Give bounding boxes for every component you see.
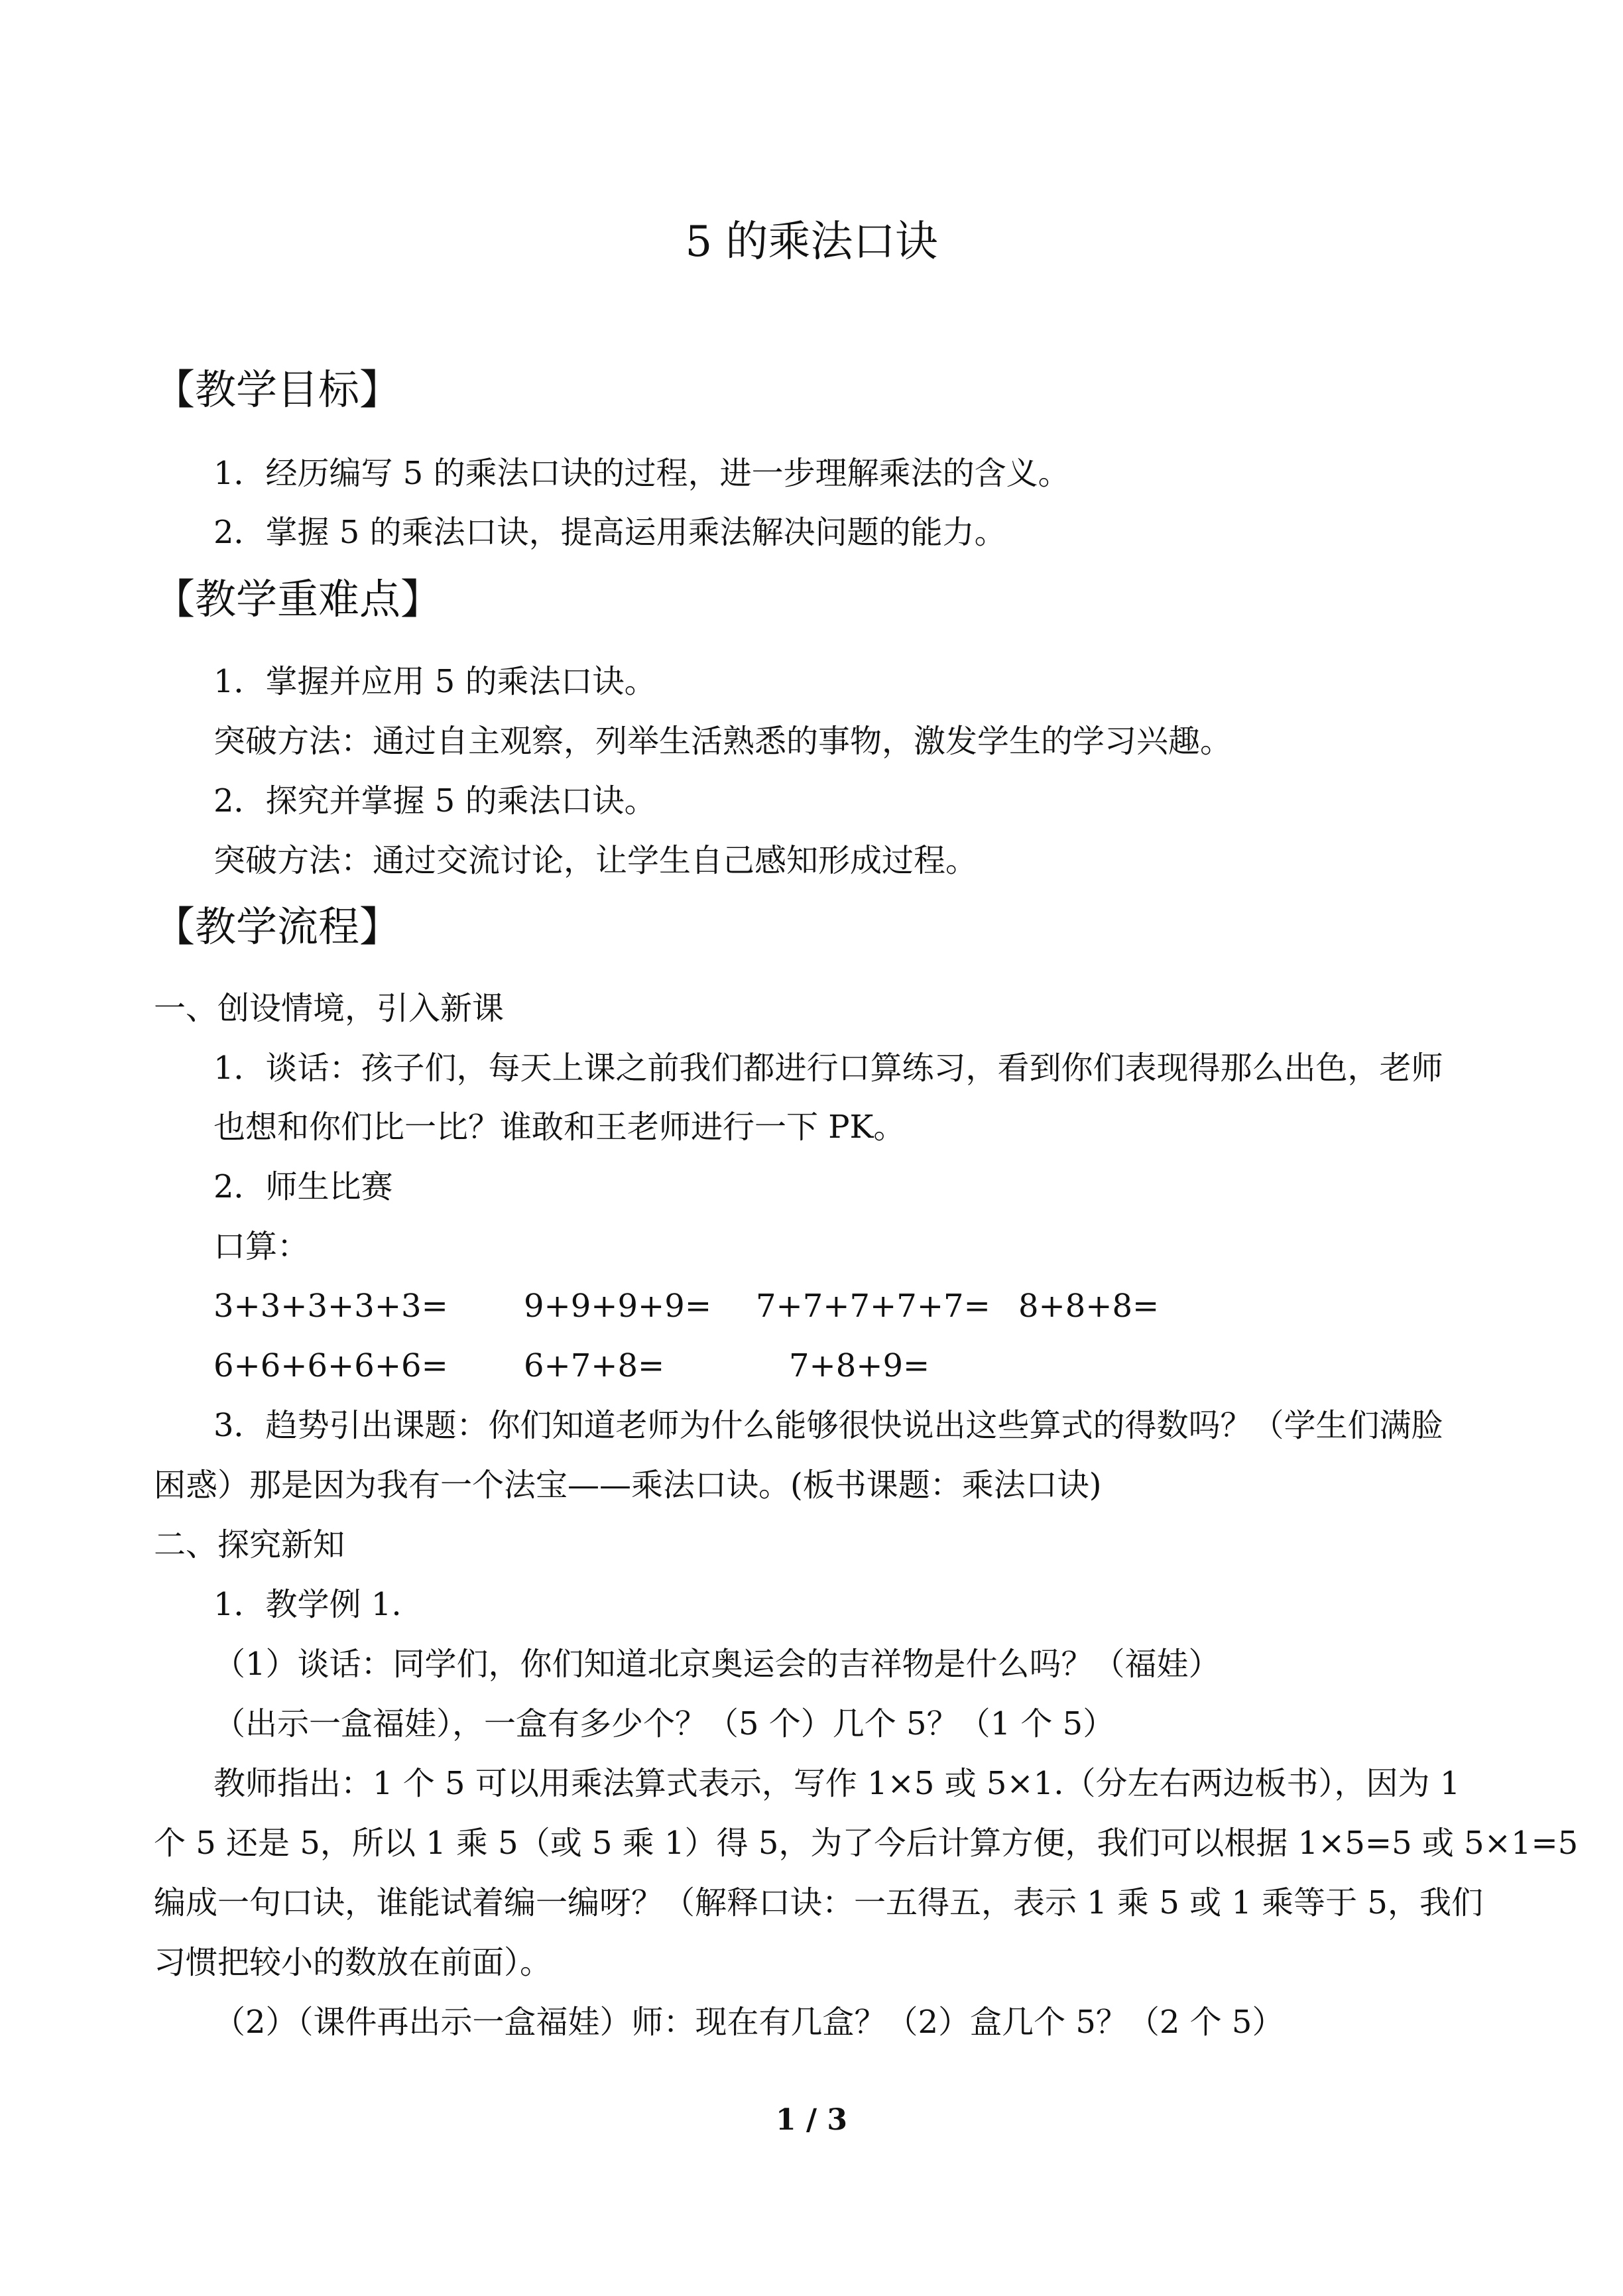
oral-label: 口算： <box>213 1228 310 1265</box>
talk-line: 1．谈话：孩子们，每天上课之前我们都进行口算练习，看到你们表现得那么出色，老师 <box>213 1050 1443 1087</box>
key-point-item: 突破方法：通过自主观察，列举生活熟悉的事物，激发学生的学习兴趣。 <box>213 723 1232 760</box>
key-point-item: 1．掌握并应用 5 的乘法口诀。 <box>213 663 656 700</box>
page-title: 5 的乘法口诀 <box>685 217 938 267</box>
calc-expression: 3+3+3+3+3= <box>213 1288 448 1325</box>
contest-line: 2．师生比赛 <box>213 1168 393 1205</box>
key-points-heading: 【教学重难点】 <box>154 575 442 623</box>
calc-expression: 8+8+8= <box>1018 1288 1160 1325</box>
trend-line: 困惑）那是因为我有一个法宝——乘法口诀。(板书课题：乘法口诀) <box>154 1467 1102 1504</box>
talk-line: 也想和你们比一比？谁敢和王老师进行一下 PK。 <box>213 1109 906 1146</box>
trend-line: 3．趋势引出课题：你们知道老师为什么能够很快说出这些算式的得数吗？（学生们满脸 <box>213 1407 1443 1444</box>
process-heading: 【教学流程】 <box>154 902 401 951</box>
calc-expression: 6+6+6+6+6= <box>213 1347 448 1384</box>
page-number: 1 / 3 <box>776 2103 847 2137</box>
teacher-line: 习惯把较小的数放在前面）。 <box>154 1944 552 1981</box>
calc-expression: 6+7+8= <box>524 1347 665 1384</box>
talk2-line: （1）谈话：同学们，你们知道北京奥运会的吉祥物是什么吗？（福娃） <box>213 1646 1221 1683</box>
part2-title: 二、探究新知 <box>154 1526 345 1563</box>
goal-item: 1．经历编写 5 的乘法口诀的过程，进一步理解乘法的含义。 <box>213 455 1070 492</box>
teacher-line: 个 5 还是 5，所以 1 乘 5（或 5 乘 1）得 5，为了今后计算方便，我们可以根据 1×5=5 或 5×1=5 <box>154 1825 1579 1862</box>
key-point-item: 突破方法：通过交流讨论，让学生自己感知形成过程。 <box>213 842 978 879</box>
goals-heading: 【教学目标】 <box>154 365 401 414</box>
step2-line: （2）（课件再出示一盒福娃）师：现在有几盒？（2）盒几个 5？（2 个 5） <box>213 2004 1284 2041</box>
example-line: 1．教学例 1. <box>213 1586 402 1623</box>
calc-expression: 7+8+9= <box>789 1347 930 1384</box>
teacher-line: 教师指出：1 个 5 可以用乘法算式表示，写作 1×5 或 5×1.（分左右两边板书），因为 1 <box>213 1765 1461 1802</box>
goal-item: 2．掌握 5 的乘法口诀，提高运用乘法解决问题的能力。 <box>213 514 1006 551</box>
calc-expression: 7+7+7+7+7= <box>756 1288 991 1325</box>
calc-expression: 9+9+9+9= <box>524 1288 712 1325</box>
teacher-line: 编成一句口诀，谁能试着编一编呀？（解释口诀：一五得五，表示 1 乘 5 或 1 乘等于 5，我们 <box>154 1884 1483 1921</box>
show-box-line: （出示一盒福娃），一盒有多少个？（5 个）几个 5？（1 个 5） <box>213 1705 1115 1742</box>
part1-title: 一、创设情境，引入新课 <box>154 990 505 1027</box>
key-point-item: 2．探究并掌握 5 的乘法口诀。 <box>213 782 656 819</box>
